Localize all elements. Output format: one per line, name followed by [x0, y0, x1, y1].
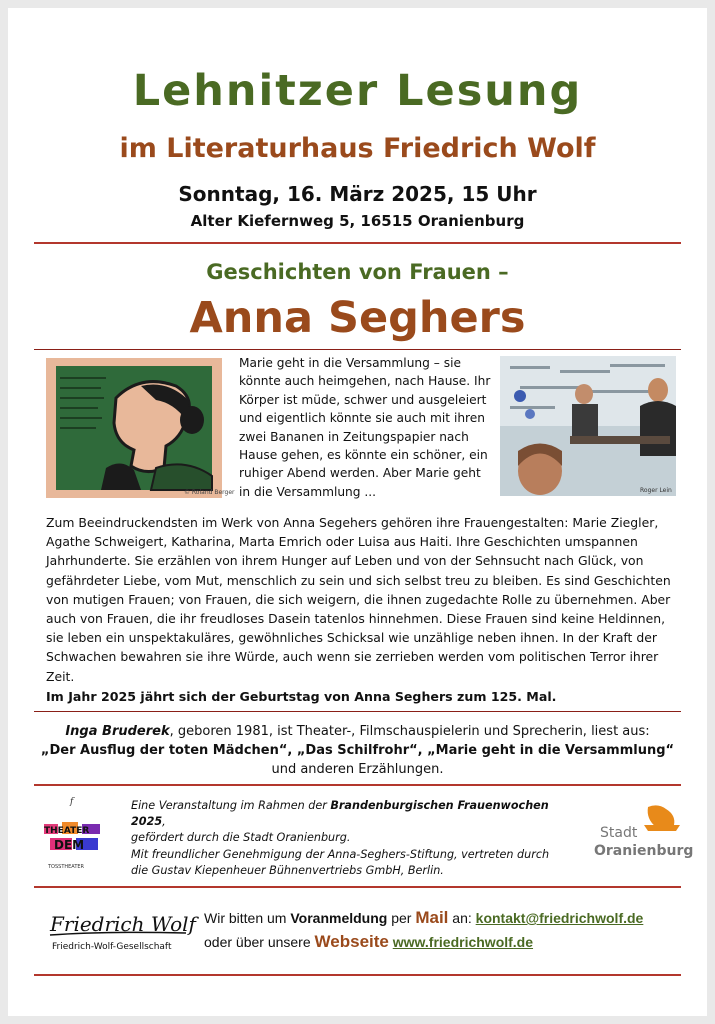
stadt-logo-line: Oranienburg — [594, 843, 694, 859]
contact-text: an: — [448, 910, 476, 926]
website-word: Webseite — [314, 932, 389, 951]
society-name: Friedrich-Wolf-Gesellschaft — [52, 942, 172, 952]
theater-logo — [42, 794, 106, 872]
registration-word: Voranmeldung — [290, 910, 388, 926]
event-address: Alter Kiefernweg 5, 16515 Oranienburg — [190, 212, 525, 230]
divider — [34, 784, 681, 786]
theater-logo-caption: TOSSTHEATER — [48, 864, 85, 870]
divider — [34, 974, 681, 976]
mail-word: Mail — [415, 908, 449, 927]
credits-line: Mit freundlicher Genehmigung der Anna-Seghers-Stiftung, vertreten durch — [131, 847, 550, 861]
reader-name: Inga Bruderek — [65, 724, 170, 739]
signature-graphic — [46, 903, 196, 963]
contact-text: per — [387, 910, 416, 926]
contact-line-web — [204, 930, 694, 954]
reader-info — [8, 722, 707, 779]
credits-line: die Gustav Kiepenheuer Bühnenvertriebs GmbH, Berlin. — [131, 863, 444, 877]
event-date: Sonntag, 16. März 2025, 15 Uhr — [178, 182, 537, 206]
topic-heading: Geschichten von Frauen – — [206, 260, 509, 284]
woodcut-portrait-image — [46, 358, 235, 498]
contact-info — [204, 906, 694, 954]
divider — [34, 349, 681, 350]
credits-line: gefördert durch die Stadt Oranienburg. — [131, 831, 351, 845]
author-name: Anna Seghers — [189, 293, 526, 343]
stadt-logo-graphic — [586, 803, 694, 863]
divider — [34, 711, 681, 712]
contact-line-mail — [204, 906, 694, 930]
credits-text: Eine Veranstaltung im Rahmen der — [131, 799, 331, 812]
divider — [34, 242, 681, 244]
contact-text: Wir bitten um — [204, 910, 291, 926]
photo-graphic — [500, 356, 676, 496]
reader-titles: „Der Ausflug der toten Mädchen“, „Das Schilfrohr“, „Marie geht in die Versammlung“ — [40, 743, 675, 758]
portrait-graphic — [46, 358, 235, 498]
contact-text: oder über unsere — [204, 934, 315, 950]
jubilee-note: Im Jahr 2025 jährt sich der Geburtstag von Anna Seghers zum 125. Mal. — [46, 689, 557, 704]
email-link[interactable]: kontakt@friedrichwolf.de — [475, 910, 644, 926]
event-credits — [131, 798, 581, 879]
reader-outro: und anderen Erzählungen. — [271, 762, 444, 777]
image-credit: Roger Lein — [640, 487, 672, 494]
event-title: Lehnitzer Lesung — [132, 66, 583, 116]
theater-logo-word: DEM — [54, 838, 85, 852]
theater-logo-mark: f — [70, 797, 74, 807]
theater-logo-word: THEATER — [44, 826, 90, 836]
flyer-page — [8, 8, 707, 1016]
reader-intro-line — [8, 722, 707, 741]
frauenwochen-name: Brandenburgischen Frauenwochen 2025 — [131, 799, 549, 829]
image-credit: © Roland Berger — [184, 489, 235, 496]
stadt-oranienburg-logo — [586, 803, 694, 863]
credits-text: , — [162, 815, 166, 829]
stadt-logo-line: Stadt — [600, 825, 638, 841]
stage-reading-photo — [500, 356, 676, 496]
theater-logo-graphic — [42, 794, 106, 872]
friedrich-wolf-signature-logo — [46, 903, 196, 963]
credits-line — [131, 798, 581, 830]
website-link[interactable]: www.friedrichwolf.de — [392, 934, 534, 950]
reader-intro: , geboren 1981, ist Theater-, Filmschauspielerin und Sprecherin, liest aus: — [169, 724, 650, 739]
body-text: Zum Beeindruckendsten im Werk von Anna Segehers gehören ihre Frauengestalten: Marie Ziegler, Agathe Schweigert, Katharina, Marta Emrich oder Luisa aus Haiti. Ihre Geschichten umspannen Jahrhunderte. Sie erzählen von ihrem Hunger auf Leben und von der Sehnsucht nach Glück, von gefährdeter Liebe, vom Mut, menschlich zu sein und sich selbst treu zu bleiben. Es sind Geschichten von mutigen Frauen; von Frauen, die sich weigern, die ihnen zugedachte Rolle zu übernehmen. Aber auch von Frauen, die ihr freudloses Dasein tatenlos hinnehmen. Diese Frauen sind keine Heldinnen, sie leben ein unspektakuläres, gewöhnliches Schicksal wie unzählige neben ihnen. In der Kraft der Schwachen bewahren sie ihre Würde, auch wenn sie zerrieben werden vom politischen Terror ihrer Zeit. — [46, 515, 671, 684]
signature-lettering: Friedrich Wolf — [50, 912, 196, 936]
quote-text: Marie geht in die Versammlung – sie könnte auch heimgehen, nach Hause. Ihr Körper ist müde, schwer und ausgeleiert und eigentlich könnte sie auch mit ihren zwei Bananen in Zeitungspapier nach Hause gehen, es könnte ein schöner, ein ruhiger Abend werden. Aber Marie geht in die Versammlung ... — [239, 356, 491, 499]
divider — [34, 886, 681, 888]
venue-subtitle: im Literaturhaus Friedrich Wolf — [119, 133, 596, 164]
